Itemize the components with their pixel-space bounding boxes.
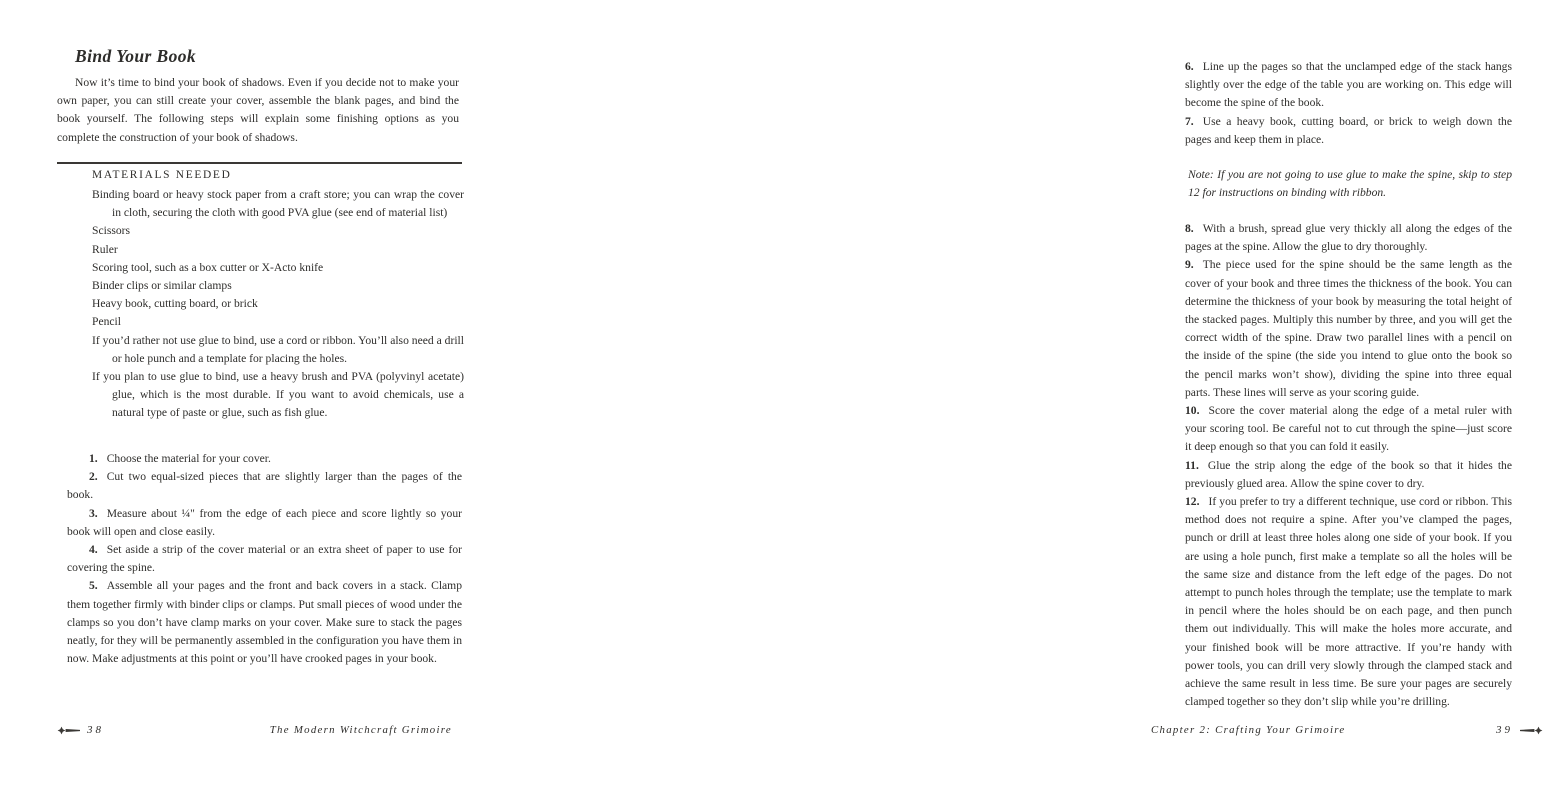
step-item: [67, 468, 462, 504]
materials-item: Binder clips or similar clamps: [92, 279, 232, 293]
step-text: Set aside a strip of the cover material or an extra sheet of paper to use for covering the spine.: [67, 543, 462, 575]
step-item: [67, 505, 462, 541]
step-item: [1185, 256, 1512, 402]
step-text: Choose the material for your cover.: [106, 452, 271, 465]
materials-item: Pencil: [92, 315, 121, 329]
intro-paragraph: Now it’s time to bind your book of shadows. Even if you decide not to make your own paper, you can still create your cover, assemble the blank pages, and bind the book yourself. The following steps will explain some finishing options as you complete the construction of your book of shadows.: [57, 76, 459, 144]
step-number: 6.: [1185, 60, 1194, 73]
materials-title: MATERIALS NEEDED: [92, 169, 232, 181]
page-number: 39: [1496, 724, 1513, 736]
step-text: Score the cover material along the edge of a metal ruler with your scoring tool. Be careful not to cut through the spine—just score it deep enough so that you can fold it easily.: [1185, 404, 1512, 454]
materials-item: Scoring tool, such as a box cutter or X-Acto knife: [92, 260, 324, 274]
step-number: 12.: [1185, 495, 1200, 509]
step-item: [1185, 58, 1512, 113]
running-head-book-title: The Modern Witchcraft Grimoire: [269, 724, 452, 736]
page-right: [533, 0, 1513, 800]
step-item: [1185, 457, 1512, 493]
step-text: Measure about ¼" from the edge of each piece and score lightly so your book will open and close easily.: [67, 506, 462, 538]
step-text: Line up the pages so that the unclamped edge of the stack hangs slightly over the edge of the table you are working on. This edge will become the spine of the book.: [1185, 60, 1512, 110]
step-number: 8.: [1185, 222, 1194, 235]
step-number: 4.: [89, 543, 98, 557]
step-item: [1185, 493, 1512, 711]
footer-right: [1151, 724, 1543, 736]
step-item: [67, 577, 462, 668]
steps-8-12: [1185, 220, 1512, 711]
step-number: 5.: [89, 579, 98, 593]
section-heading: Bind Your Book: [75, 46, 197, 66]
step-number: 10.: [1185, 404, 1200, 418]
materials-item: Scissors: [92, 224, 131, 238]
page-number-group-right: [1496, 724, 1543, 736]
step-text: The piece used for the spine should be the same length as the cover of your book and three times the thickness of the book. You can determine the thickness of your book by measuring the total height of the stacked pages. Multiply this number by three, and you will get the correct width of the spine. Draw two parallel lines with a pencil on the inside of the spine (the side you intend to glue onto the book so the pencil marks won’t show), dividing the spine into three equal parts. These lines will serve as your scoring guide.: [1185, 258, 1512, 399]
arrow-cross-right-icon: [1519, 726, 1543, 735]
steps-6-7: [1185, 58, 1512, 149]
step-item: [67, 541, 462, 577]
step-number: 7.: [1185, 114, 1194, 128]
footer-left: [57, 724, 452, 736]
materials-item: If you plan to use glue to bind, use a heavy brush and PVA (polyvinyl acetate) glue, which is the most durable. If you want to avoid chemicals, use a natural type of paste or glue, such as fish glue.: [92, 370, 464, 420]
arrow-cross-left-icon: [57, 726, 81, 735]
materials-section: [92, 169, 464, 423]
step-item: [1185, 402, 1512, 457]
page-left: [0, 0, 533, 800]
page-number-group-left: [57, 724, 104, 736]
materials-item: Ruler: [92, 242, 118, 256]
step-number: 1.: [89, 452, 98, 465]
step-text: Use a heavy book, cutting board, or brick to weigh down the pages and keep them in place.: [1185, 114, 1512, 146]
step-number: 3.: [89, 506, 98, 520]
materials-list: [92, 186, 464, 423]
materials-item: Heavy book, cutting board, or brick: [92, 297, 258, 311]
step-number: 9.: [1185, 258, 1194, 272]
steps-1-5: [67, 450, 462, 668]
step-item: [1185, 220, 1512, 256]
running-head-chapter: Chapter 2: Crafting Your Grimoire: [1151, 724, 1346, 736]
materials-item: If you’d rather not use glue to bind, use a cord or ribbon. You’ll also need a drill or hole punch and a template for placing the holes.: [92, 333, 464, 365]
step-text: If you prefer to try a different technique, use cord or ribbon. This method does not require a spine. After you’ve clamped the pages, punch or drill at least three holes along one side of your book. If you are using a hole punch, first make a template so all the holes will be the same size and distance from the left edge of the pages. Do not attempt to punch holes through the template; use the template to mark in pencil where the holes should be on each page, and then punch them out individually. This will make the holes more accurate, and your finished book will be more attractive. If you’re handy with power tools, you can drill very slowly through the clamped stack and achieve the same result in less time. Be sure your pages are securely clamped together so they don’t slip while you’re drilling.: [1185, 495, 1512, 709]
step-text: Assemble all your pages and the front and back covers in a stack. Clamp them together firmly with binder clips or clamps. Put small pieces of wood under the clamps so you don’t have clamp marks on your cover. Make sure to stack the pages neatly, for they will be permanently assembled in the configuration you have them in now. Make adjustments at this point or you’ll have crooked pages in your book.: [67, 579, 462, 666]
step-number: 11.: [1185, 458, 1199, 472]
step-text: Glue the strip along the edge of the book so that it hides the previously glued area. Allow the spine cover to dry.: [1185, 458, 1512, 490]
note-paragraph: Note: If you are not going to use glue to make the spine, skip to step 12 for instructions on binding with ribbon.: [1188, 168, 1512, 200]
page-number: 38: [87, 724, 104, 736]
step-number: 2.: [89, 470, 98, 484]
step-item: [1185, 113, 1512, 149]
step-text: Cut two equal-sized pieces that are slightly larger than the pages of the book.: [67, 470, 462, 502]
materials-item: Binding board or heavy stock paper from a craft store; you can wrap the cover in cloth, securing the cloth with good PVA glue (see end of material list): [92, 188, 464, 220]
step-item: [67, 450, 462, 468]
step-text: With a brush, spread glue very thickly all along the edges of the pages at the spine. Allow the glue to dry thoroughly.: [1185, 222, 1512, 254]
materials-rule: [57, 162, 462, 164]
